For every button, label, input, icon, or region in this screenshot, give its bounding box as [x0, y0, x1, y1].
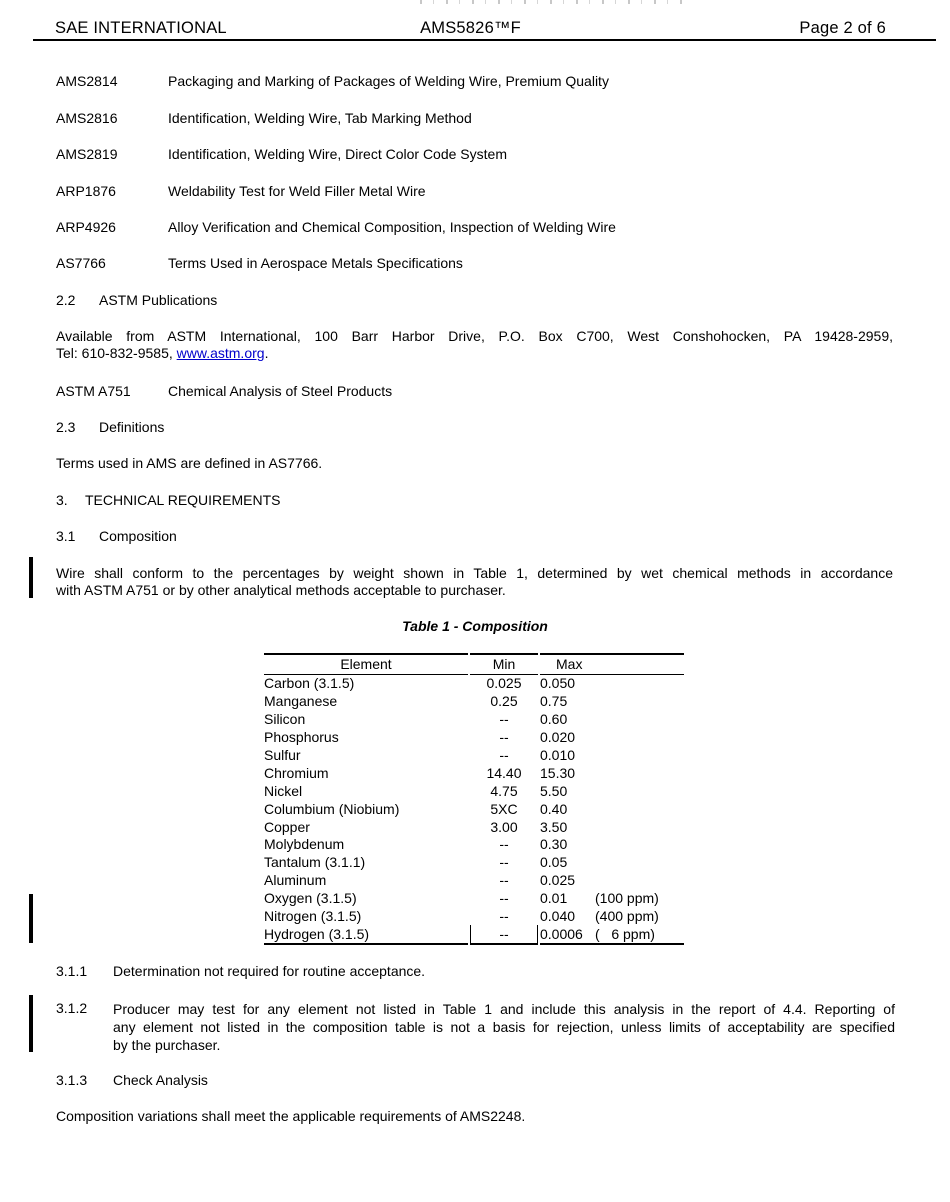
- max-cell: [540, 693, 684, 711]
- min-cell: --: [499, 872, 509, 889]
- max-cell: [540, 890, 684, 908]
- max-cell: [540, 854, 684, 872]
- element-cell: Molybdenum: [264, 836, 345, 853]
- table-row: [264, 675, 684, 693]
- section-number: 2.3: [56, 419, 76, 435]
- definitions-paragraph: [56, 455, 893, 472]
- paragraph-line: Terms used in AMS are defined in AS7766.: [56, 455, 323, 471]
- column-header-max: Max: [540, 653, 684, 675]
- section-number: 3.1.3: [56, 1072, 88, 1088]
- table-row: [264, 818, 684, 836]
- section-heading-2-3: [56, 419, 893, 436]
- max-value: 0.025: [540, 872, 576, 889]
- max-cell: [540, 675, 684, 693]
- paragraph-line: by the purchaser.: [113, 1037, 221, 1053]
- table-row: [264, 711, 684, 729]
- max-value: 0.30: [540, 836, 568, 853]
- max-note: (400 ppm): [595, 908, 659, 925]
- section-heading-3-1-3: [56, 1072, 893, 1089]
- paragraph-line: Producer may test for any element not listed in Table 1 and include this analysis in the report of 4.4. Reporting of: [113, 1001, 895, 1017]
- composition-table: [262, 653, 686, 945]
- table-row: [264, 800, 684, 818]
- element-cell: Nickel: [264, 782, 303, 799]
- astm-reference-item: [56, 383, 893, 400]
- reference-title: Identification, Welding Wire, Direct Color Code System: [168, 146, 507, 162]
- max-value: 3.50: [540, 818, 568, 835]
- table-row: [264, 890, 684, 908]
- reference-title: Terms Used in Aerospace Metals Specifications: [168, 255, 463, 271]
- table-row: [264, 908, 684, 926]
- table-row: [264, 764, 684, 782]
- max-value: 0.75: [540, 693, 568, 710]
- element-cell: Aluminum: [264, 872, 327, 889]
- section-heading-3-1: [56, 528, 893, 545]
- max-cell: [540, 764, 684, 782]
- composition-requirement-paragraph: [56, 565, 893, 599]
- max-value: 0.020: [540, 729, 576, 746]
- paragraph-line: Composition variations shall meet the applicable requirements of AMS2248.: [56, 1108, 526, 1124]
- max-cell: [540, 872, 684, 890]
- min-cell: --: [470, 925, 538, 945]
- table-row: [264, 836, 684, 854]
- min-cell: 5XC: [490, 800, 518, 817]
- section-title: TECHNICAL REQUIREMENTS: [85, 492, 281, 508]
- min-cell: 14.40: [486, 764, 522, 781]
- table-row: [264, 925, 684, 945]
- table-row: [264, 782, 684, 800]
- paragraph-line: any element not listed in the composition table is not a basis for rejection, unless limits of acceptability are specified: [113, 1019, 895, 1035]
- max-value: 15.30: [540, 764, 576, 781]
- min-cell: 0.25: [490, 693, 518, 710]
- section-number: 3.1: [56, 528, 76, 544]
- reference-title: Packaging and Marking of Packages of Welding Wire, Premium Quality: [168, 73, 609, 89]
- max-value: 0.01: [540, 890, 568, 907]
- element-cell: Nitrogen (3.1.5): [264, 908, 362, 925]
- reference-code: ARP4926: [56, 219, 116, 235]
- section-3-1-2-paragraph: [113, 1000, 895, 1054]
- min-cell: --: [499, 836, 509, 853]
- section-heading-2-2: [56, 292, 893, 309]
- cropped-text-remnant: [420, 0, 682, 4]
- max-value: 0.0006: [540, 925, 583, 942]
- table-row: [264, 854, 684, 872]
- reference-title: Chemical Analysis of Steel Products: [168, 383, 393, 399]
- header-page-number: Page 2 of 6: [799, 19, 886, 37]
- reference-code: ASTM A751: [56, 383, 131, 399]
- element-cell: Silicon: [264, 711, 306, 728]
- table-caption: Table 1 - Composition: [402, 618, 548, 634]
- astm-availability-paragraph: [56, 328, 893, 362]
- max-cell: [540, 729, 684, 747]
- element-cell: Carbon (3.1.5): [264, 675, 355, 692]
- header-doc-number: AMS5826™F: [420, 19, 521, 37]
- max-value: 0.40: [540, 800, 568, 817]
- column-header-min: Min: [470, 653, 538, 675]
- table-header-row: [264, 653, 684, 675]
- reference-code: ARP1876: [56, 183, 116, 199]
- max-cell: [540, 800, 684, 818]
- page-header: [33, 19, 936, 41]
- max-note: (100 ppm): [595, 890, 659, 907]
- change-bar: [29, 557, 33, 598]
- paragraph-line: Wire shall conform to the percentages by weight shown in Table 1, determined by wet chemical methods in accordance: [56, 565, 893, 581]
- change-bar: [29, 995, 33, 1052]
- element-cell: Oxygen (3.1.5): [264, 890, 357, 907]
- min-cell: 3.00: [490, 818, 518, 835]
- section-text: Determination not required for routine acceptance.: [113, 963, 426, 979]
- section-number: 3.1.2: [56, 1000, 88, 1016]
- min-cell: 0.025: [486, 675, 522, 692]
- max-value: 0.05: [540, 854, 568, 871]
- element-cell: Tantalum (3.1.1): [264, 854, 366, 871]
- max-cell: [540, 747, 684, 765]
- max-value: 0.010: [540, 747, 576, 763]
- min-cell: --: [499, 908, 509, 925]
- paragraph-line: with ASTM A751 or by other analytical methods acceptable to purchaser.: [56, 582, 506, 598]
- max-cell: [540, 818, 684, 836]
- reference-item: [56, 110, 893, 127]
- change-bar: [29, 894, 33, 943]
- reference-title: Alloy Verification and Chemical Composition, Inspection of Welding Wire: [168, 219, 616, 235]
- reference-item: [56, 146, 893, 163]
- paragraph-line: [56, 345, 893, 362]
- section-title: Check Analysis: [113, 1072, 208, 1088]
- check-analysis-paragraph: [56, 1108, 893, 1125]
- max-value: 0.60: [540, 711, 568, 728]
- element-cell: Phosphorus: [264, 729, 339, 746]
- reference-item: [56, 183, 893, 200]
- section-title: ASTM Publications: [99, 292, 218, 308]
- section-3-1-1: [56, 963, 893, 980]
- element-cell: Sulfur: [264, 747, 301, 763]
- max-value: 5.50: [540, 782, 568, 799]
- reference-code: AMS2819: [56, 146, 118, 162]
- paragraph-text: .: [264, 345, 269, 361]
- max-cell: [540, 908, 684, 926]
- reference-code: AMS2816: [56, 110, 118, 126]
- element-cell: Hydrogen (3.1.5): [264, 925, 468, 945]
- section-number: 2.2: [56, 292, 76, 308]
- min-cell: --: [499, 747, 509, 763]
- max-cell: [540, 925, 684, 945]
- element-cell: Columbium (Niobium): [264, 800, 400, 817]
- element-cell: Chromium: [264, 764, 329, 781]
- min-cell: --: [499, 711, 509, 728]
- min-cell: --: [499, 854, 509, 871]
- section-title: Definitions: [99, 419, 165, 435]
- table-row: [264, 747, 684, 765]
- reference-item: [56, 73, 893, 90]
- astm-website-link[interactable]: www.astm.org: [176, 345, 265, 361]
- max-cell: [540, 711, 684, 729]
- min-cell: --: [499, 729, 509, 746]
- reference-title: Identification, Welding Wire, Tab Marking Method: [168, 110, 472, 126]
- max-note: ( 6 ppm): [595, 925, 655, 942]
- max-value: 0.050: [540, 675, 576, 692]
- paragraph-text: Tel: 610-832-9585,: [56, 345, 177, 361]
- min-cell: 4.75: [490, 782, 518, 799]
- paragraph-line: Available from ASTM International, 100 Barr Harbor Drive, P.O. Box C700, West Conshohocken, PA 19428-2959,: [56, 328, 893, 344]
- section-title: Composition: [99, 528, 177, 544]
- section-number: 3.: [56, 492, 68, 508]
- element-cell: Copper: [264, 818, 310, 835]
- max-value: 0.040: [540, 908, 576, 925]
- table-row: [264, 872, 684, 890]
- column-header-element: Element: [264, 653, 468, 675]
- reference-item: [56, 219, 893, 236]
- header-org: SAE INTERNATIONAL: [55, 19, 227, 37]
- section-number: 3.1.1: [56, 963, 88, 979]
- min-cell: --: [499, 890, 509, 907]
- table-row: [264, 729, 684, 747]
- element-cell: Manganese: [264, 693, 338, 710]
- reference-code: AMS2814: [56, 73, 118, 89]
- section-heading-3: [56, 492, 893, 509]
- max-cell: [540, 782, 684, 800]
- max-cell: [540, 836, 684, 854]
- reference-item: [56, 255, 893, 272]
- table-row: [264, 693, 684, 711]
- reference-title: Weldability Test for Weld Filler Metal Wire: [168, 183, 426, 199]
- reference-code: AS7766: [56, 255, 106, 271]
